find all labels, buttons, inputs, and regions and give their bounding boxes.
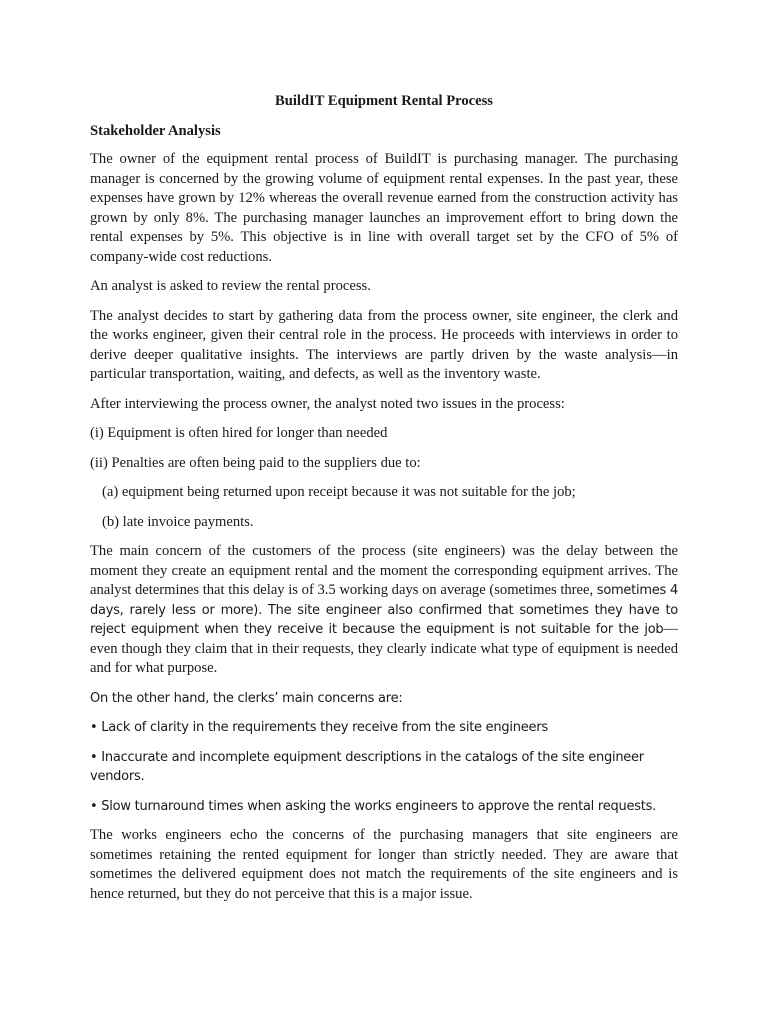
clerk-concern-2: • Inaccurate and incomplete equipment descriptions in the catalogs of the site engineer vendors. [90, 749, 644, 784]
paragraph-issues-intro: After interviewing the process owner, the analyst noted two issues in the process: [90, 395, 565, 412]
clerk-concern-1: • Lack of clarity in the requirements they receive from the site engineers [90, 720, 548, 735]
paragraph-clerks-intro: On the other hand, the clerks’ main concerns are: [90, 690, 403, 706]
paragraph-data-gathering: The analyst decides to start by gathering data from the process owner, site engineer, the clerk and the works engineer, given their central role in the process. He proceeds with interviews in order to derive deeper qualitative insights. The interviews are partly driven by the waste analysis—in particular transportation, waiting, and defects, as well as the inventory waste. [90, 307, 678, 382]
document-page [90, 91, 678, 914]
issue-item-2: (ii) Penalties are often being paid to the suppliers due to: [90, 454, 421, 471]
site-engineers-text-2: sometimes 4 days, rarely less or more). The site engineer also confirmed that sometimes they have to reject equipment when they receive it because the equipment is not suitable for the job [90, 583, 678, 637]
paragraph-works-engineers: The works engineers echo the concerns of the purchasing managers that site engineers are sometimes retaining the rented equipment for longer than strictly needed. They are aware that sometimes the delivered equipment does not match the requirements of the site engineers and is hence returned, but they do not perceive that this is a major issue. [90, 827, 678, 902]
issue-item-1: (i) Equipment is often hired for longer than needed [90, 425, 388, 441]
document-title: BuildIT Equipment Rental Process [274, 93, 493, 109]
section-heading: Stakeholder Analysis [90, 123, 221, 139]
issue-subitem-a: (a) equipment being returned upon receipt because it was not suitable for the job; [102, 484, 576, 500]
paragraph-site-engineers [90, 542, 678, 679]
paragraph-owner: The owner of the equipment rental process of BuildIT is purchasing manager. The purchasing manager is concerned by the growing volume of equipment rental expenses. In the past year, these expenses have grown by 12% whereas the overall revenue earned from the construction activity has grown by only 8%. The purchasing manager launches an improvement effort to bring down the rental expenses by 5%. This objective is in line with overall target set by the CFO of 5% of company-wide cost reductions. [90, 151, 678, 265]
site-engineers-text-1: The main concern of the customers of the process (site engineers) was the delay between the moment they create an equipment rental and the moment the corresponding equipment arrives. The analyst determines that this delay is of 3.5 working days on average (sometimes three, [90, 543, 678, 598]
site-engineers-text-3: —even though they claim that in their requests, they clearly indicate what type of equipment is needed and for what purpose. [90, 621, 678, 676]
issue-subitem-b: (b) late invoice payments. [102, 513, 254, 530]
clerk-concern-3: • Slow turnaround times when asking the works engineers to approve the rental requests. [90, 798, 656, 814]
paragraph-analyst-asked: An analyst is asked to review the rental process. [90, 278, 371, 294]
